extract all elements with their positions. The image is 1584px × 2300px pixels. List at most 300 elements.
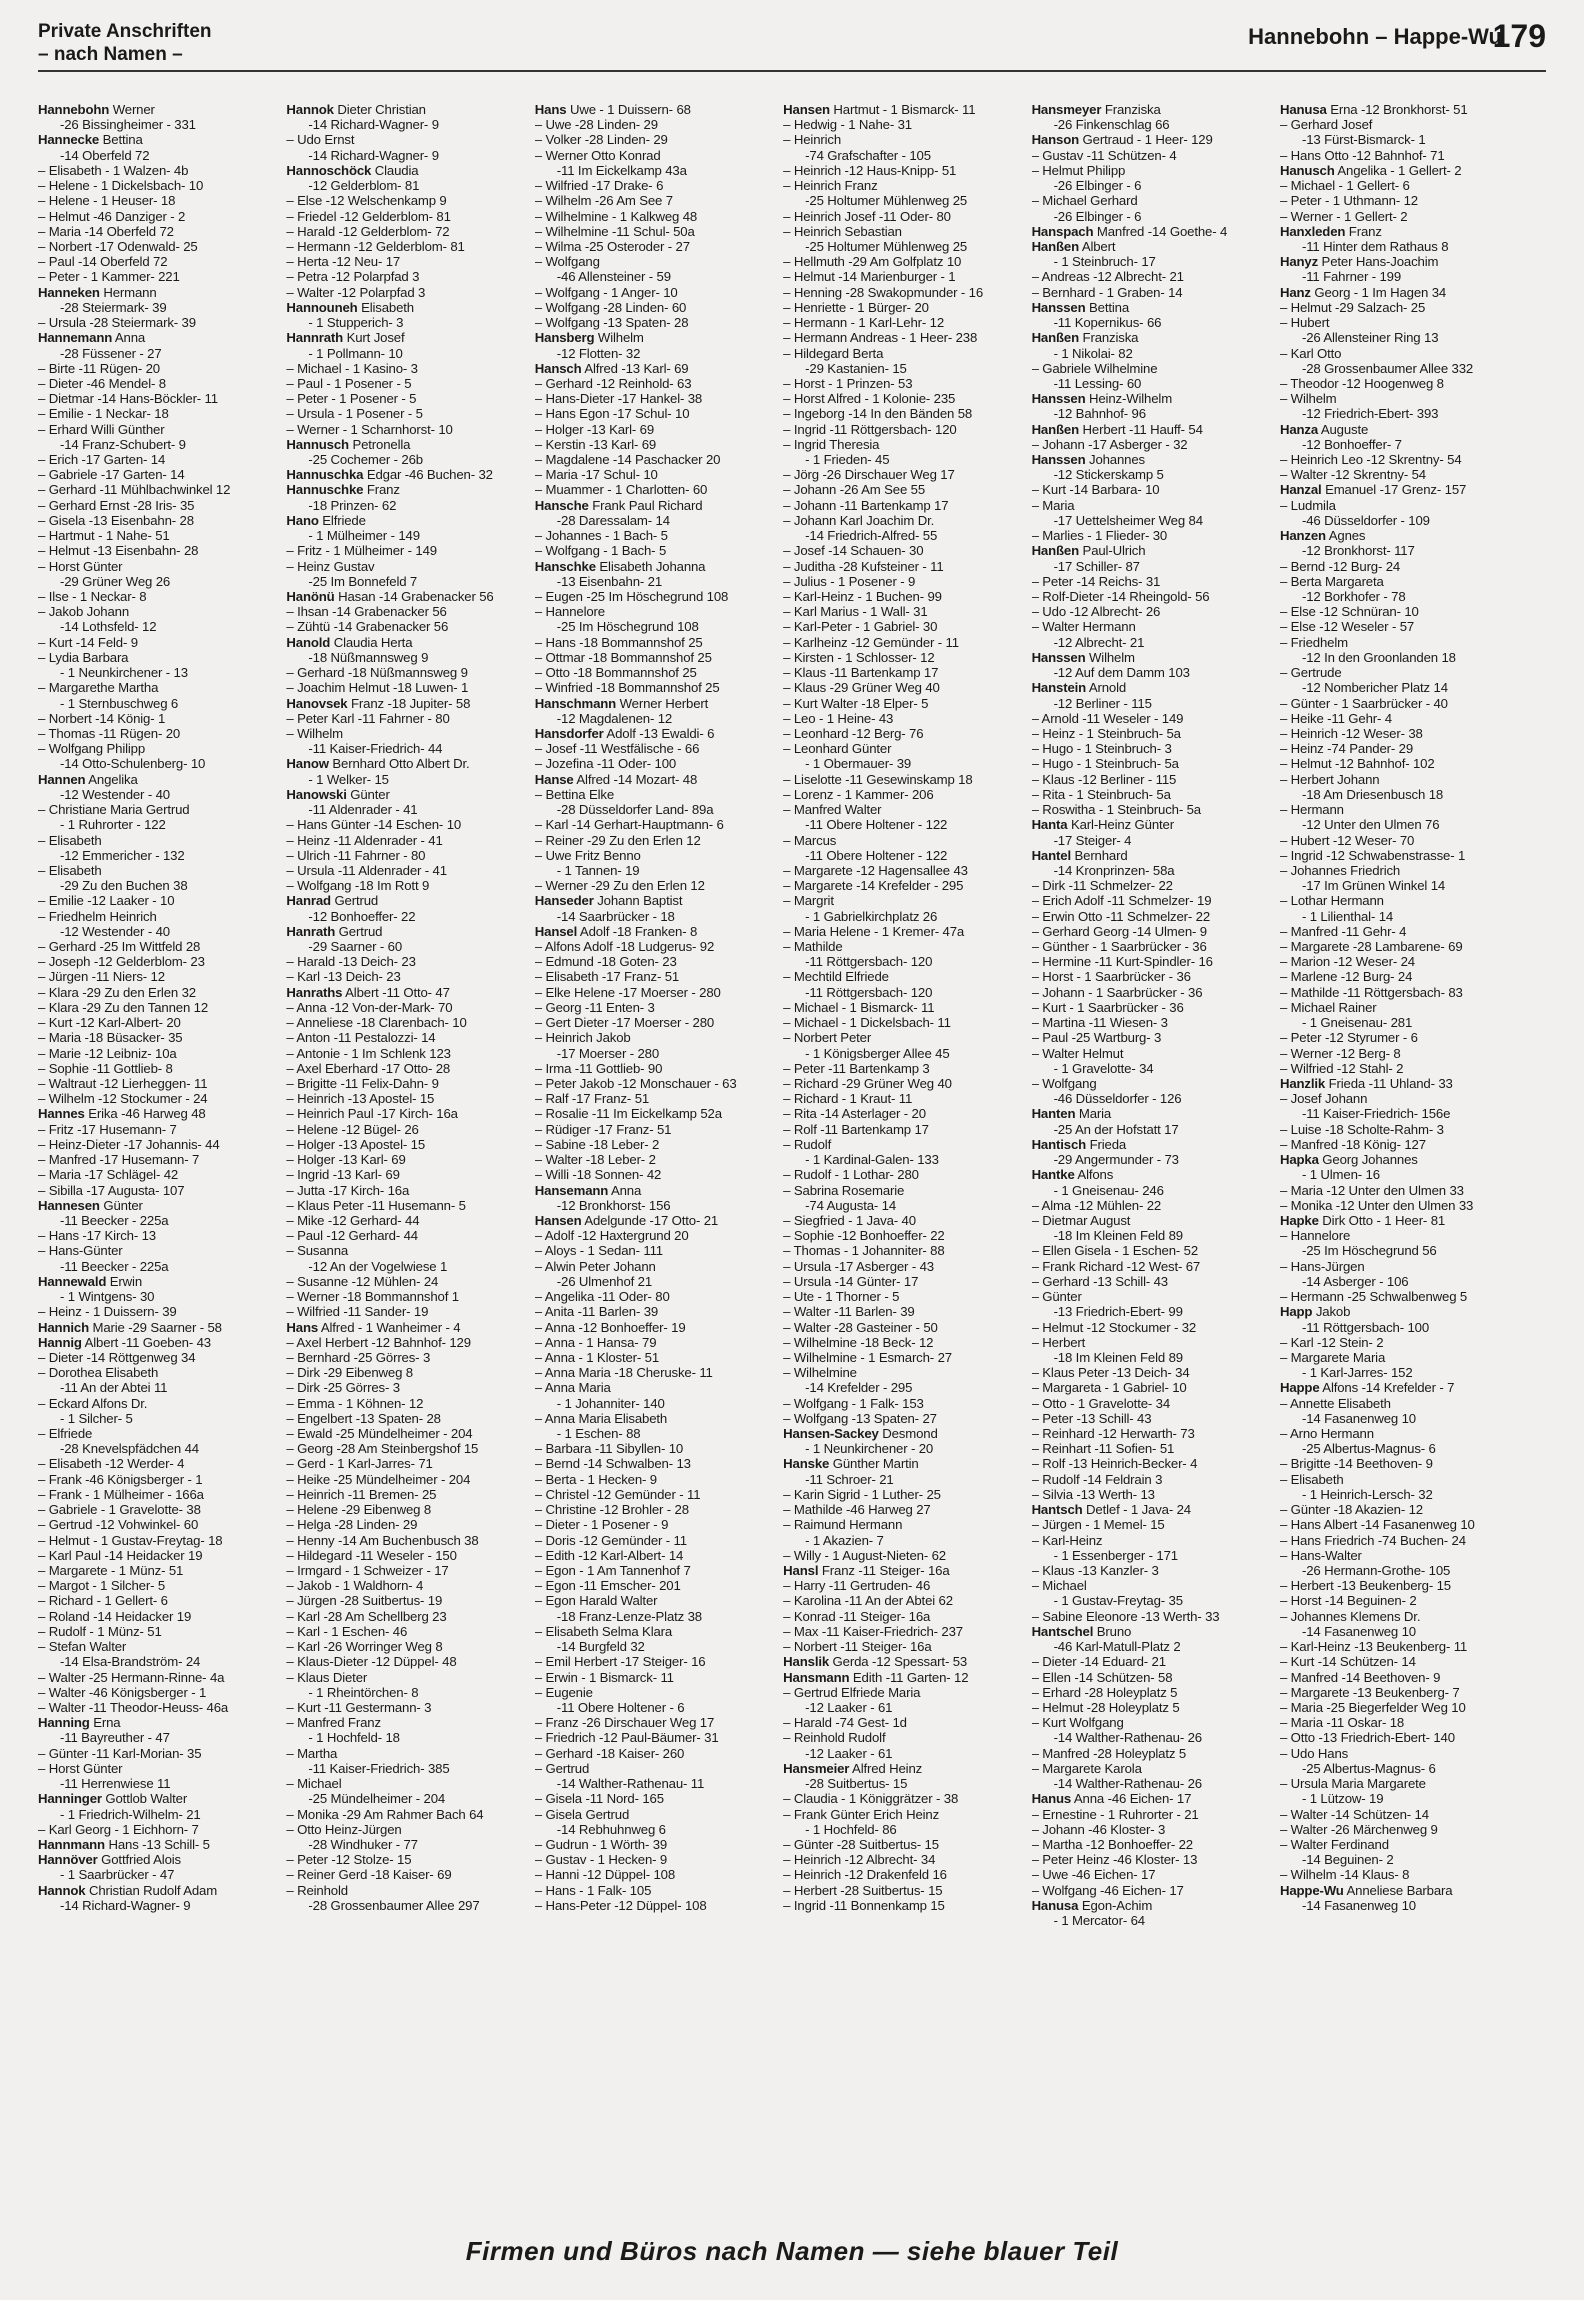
given-name-entry: – Ursula -14 Günter- 17	[783, 1274, 1028, 1289]
given-name-entry: – Erich Adolf -11 Schmelzer- 19	[1032, 893, 1277, 908]
given-name-entry: – Karl -12 Stein- 2	[1280, 1335, 1525, 1350]
given-name-entry: – Reinhart -11 Sofien- 51	[1032, 1441, 1277, 1456]
given-name-entry: – Jürgen - 1 Memel- 15	[1032, 1517, 1277, 1532]
surname: Hanson	[1031, 132, 1080, 148]
surname-entry: Hannrath Kurt Josef	[286, 330, 405, 346]
given-name-entry: – Frank -46 Königsberger - 1	[38, 1472, 283, 1487]
address-continuation: - 1 Ulmen- 16	[1301, 1167, 1380, 1183]
surname-entry: Hanssen Wilhelm	[1031, 649, 1135, 665]
given-name-entry: – Gerhard Josef	[1280, 117, 1525, 132]
given-name-entry: – Wilhelmine - 1 Esmarch- 27	[783, 1350, 1028, 1365]
surname: Happe-Wu	[1279, 1882, 1344, 1898]
given-name-entry: – Anna Maria Elisabeth	[535, 1411, 780, 1426]
given-name-entry: – Rudolf -14 Feldrain 3	[1032, 1472, 1277, 1487]
address-continuation: -28 Windhuker - 77	[308, 1836, 418, 1852]
given-name-entry: – Anna -12 Bonhoeffer- 19	[535, 1320, 780, 1335]
given-name-entry: – Walter Hermann	[1032, 619, 1277, 634]
header-rule	[38, 70, 1546, 72]
surname-entry: Hansche Frank Paul Richard	[534, 497, 703, 513]
given-name-entry: – Walter -28 Gasteiner - 50	[783, 1320, 1028, 1335]
address-continuation: -14 Beguinen- 2	[1301, 1852, 1394, 1868]
given-name-entry: – Johannes - 1 Bach- 5	[535, 528, 780, 543]
given-name-entry: – Gertrude	[1280, 665, 1525, 680]
given-name-entry: – Henriette - 1 Bürger- 20	[783, 300, 1028, 315]
given-name-entry: – Elisabeth	[1280, 1472, 1525, 1487]
given-name-entry: – Roland -14 Heidacker 19	[38, 1609, 283, 1624]
address-continuation: -46 Karl-Matull-Platz 2	[1053, 1639, 1181, 1655]
given-name-entry: – Hermann -12 Gelderblom- 81	[286, 239, 531, 254]
surname: Hanßen	[1031, 421, 1080, 437]
given-name-entry: – Anna - 1 Kloster- 51	[535, 1350, 780, 1365]
given-name-entry: – Hubert -12 Weser- 70	[1280, 833, 1525, 848]
given-name-entry: – Gerhard -11 Mühlbachwinkel 12	[38, 482, 283, 497]
surname-entry: Hannen Angelika	[38, 771, 138, 787]
given-name-entry: – Walter -11 Barlen- 39	[783, 1304, 1028, 1319]
given-name-entry: – Heinz -74 Pander- 29	[1280, 741, 1525, 756]
given-name-entry: – Wilhelmine	[783, 1365, 1028, 1380]
given-name-entry: – Walter Ferdinand	[1280, 1837, 1525, 1852]
given-name-entry: – Gertrud	[535, 1761, 780, 1776]
given-name-entry: – Margarete Karola	[1032, 1761, 1277, 1776]
given-name-entry: – Hartmut - 1 Nahe- 51	[38, 528, 283, 543]
given-name-entry: – Josef -11 Westfälische - 66	[535, 741, 780, 756]
address-continuation: - 1 Frieden- 45	[805, 452, 890, 468]
address-continuation: -14 Richard-Wagner- 9	[308, 117, 439, 133]
given-name-entry: – Bernd -12 Burg- 24	[1280, 559, 1525, 574]
surname-entry: Hantisch Frieda	[1031, 1136, 1127, 1152]
given-name-entry: – Karl-Heinz	[1032, 1533, 1277, 1548]
address-continuation: -14 Rebhuhnweg 6	[556, 1821, 666, 1837]
address-continuation: - 1 Eschen- 88	[556, 1426, 641, 1442]
given-name-entry: – Hans Otto -12 Bahnhof- 71	[1280, 148, 1525, 163]
given-name-entry: – Hugo - 1 Steinbruch- 5a	[1032, 756, 1277, 771]
given-name-entry: – Günther - 1 Saarbrücker - 36	[1032, 939, 1277, 954]
given-name-entry: – Susanne -12 Mühlen- 24	[286, 1274, 531, 1289]
given-name-entry: – Luise -18 Scholte-Rahm- 3	[1280, 1122, 1525, 1137]
surname-entry: Hanninger Gottlob Walter	[38, 1791, 188, 1807]
given-name-entry: – Klara -29 Zu den Erlen 32	[38, 985, 283, 1000]
given-name-entry: – Klaus -11 Bartenkamp 17	[783, 665, 1028, 680]
given-name-entry: – Ellen Gisela - 1 Eschen- 52	[1032, 1243, 1277, 1258]
given-name-entry: – Eckard Alfons Dr.	[38, 1396, 283, 1411]
given-name-entry: – Johann -26 Am See 55	[783, 482, 1028, 497]
given-name-entry: – Irma -11 Gottlieb- 90	[535, 1061, 780, 1076]
given-name-entry: – Berta - 1 Hecken- 9	[535, 1472, 780, 1487]
surname: Hannebohn	[38, 102, 110, 117]
given-name-entry: – Wilfried -17 Drake- 6	[535, 178, 780, 193]
given-name-entry: – Rolf-Dieter -14 Rheingold- 56	[1032, 589, 1277, 604]
surname-entry: Hanßen Albert	[1031, 238, 1116, 254]
given-name-entry: – Paul -25 Wartburg- 3	[1032, 1030, 1277, 1045]
given-name-entry: – Elisabeth	[38, 833, 283, 848]
surname-entry: Hanyz Peter Hans-Joachim	[1279, 254, 1439, 270]
given-name-entry: – Helmut -29 Salzach- 25	[1280, 300, 1525, 315]
given-name-entry: – Hanni -12 Düppel- 108	[535, 1867, 780, 1882]
address-continuation: -11 Beecker - 225a	[60, 1212, 169, 1228]
surname-entry: Hanssen Heinz-Wilhelm	[1031, 391, 1173, 407]
given-name-entry: – Klara -29 Zu den Tannen 12	[38, 1000, 283, 1015]
surname: Hansdorfer	[534, 725, 604, 741]
address-continuation: -74 Grafschafter - 105	[805, 147, 931, 163]
surname-entry: Hanschmann Werner Herbert	[534, 695, 709, 711]
given-name-entry: – Manfred -18 König- 127	[1280, 1137, 1525, 1152]
surname-entry: Hanning Erna	[38, 1715, 121, 1731]
given-name-entry: – Karl -26 Worringer Weg 8	[286, 1639, 531, 1654]
surname-entry: Hannoschöck Claudia	[286, 162, 419, 178]
given-name-entry: – Otto - 1 Gravelotte- 34	[1032, 1396, 1277, 1411]
given-name-entry: – Hedwig - 1 Nahe- 31	[783, 117, 1028, 132]
given-name-entry: – Egon - 1 Am Tannenhof 7	[535, 1563, 780, 1578]
address-continuation: -12 Albrecht- 21	[1053, 634, 1145, 650]
surname-entry: Happe-Wu Anneliese Barbara	[1279, 1882, 1453, 1898]
given-name-entry: – Franz -26 Dirschauer Weg 17	[535, 1715, 780, 1730]
address-continuation: -12 Stickerskamp 5	[1053, 467, 1164, 483]
address-continuation: -25 Holtumer Mühlenweg 25	[805, 193, 968, 209]
address-continuation: - 1 Mercator- 64	[1053, 1913, 1145, 1929]
given-name-entry: – Hans-Jürgen	[1280, 1259, 1525, 1274]
address-continuation: -14 Burgfeld 32	[556, 1639, 645, 1655]
given-name-entry: – Gabriele -17 Garten- 14	[38, 467, 283, 482]
given-name-entry: – Günter -18 Akazien- 12	[1280, 1502, 1525, 1517]
address-continuation: - 1 Gravelotte- 34	[1053, 1060, 1154, 1076]
given-name-entry: – Emil Herbert -17 Steiger- 16	[535, 1654, 780, 1669]
address-continuation: - 1 Obermauer- 39	[805, 756, 912, 772]
address-continuation: -11 Kaiser-Friedrich- 44	[308, 741, 443, 757]
address-continuation: -13 Eisenbahn- 21	[556, 573, 663, 589]
given-name-entry: – Karl-Peter - 1 Gabriel- 30	[783, 619, 1028, 634]
given-name-entry: – Paul -12 Gerhard- 44	[286, 1228, 531, 1243]
surname-entry: Hanovsek Franz -18 Jupiter- 58	[286, 695, 471, 711]
address-continuation: -12 Auf dem Damm 103	[1053, 665, 1190, 681]
given-name-entry: – Wilhelm	[286, 726, 531, 741]
given-name-entry: – Hans-Dieter -17 Hankel- 38	[535, 391, 780, 406]
given-name-entry: – Dirk -29 Eibenweg 8	[286, 1365, 531, 1380]
given-name-entry: – Alfons Adolf -18 Ludgerus- 92	[535, 939, 780, 954]
given-name-entry: – Hans-Peter -12 Düppel- 108	[535, 1898, 780, 1913]
address-continuation: - 1 Ruhrorter - 122	[60, 817, 166, 833]
address-continuation: - 1 Nikolai- 82	[1053, 345, 1133, 361]
surname-entry: Hanschke Elisabeth Johanna	[534, 558, 706, 574]
given-name-entry: – Norbert -17 Odenwald- 25	[38, 239, 283, 254]
surname-entry: Hanseder Johann Baptist	[534, 893, 683, 909]
surname: Hansen-Sackey	[783, 1426, 879, 1442]
surname: Hanten	[1031, 1106, 1076, 1122]
given-name-entry: – Heinrich Sebastian	[783, 224, 1028, 239]
address-continuation: -11 Kaiser-Friedrich- 385	[308, 1760, 450, 1776]
given-name-entry: – Kerstin -13 Karl- 69	[535, 437, 780, 452]
address-continuation: - 1 Mülheimer - 149	[308, 528, 420, 544]
given-name-entry: – Kurt -14 Schützen- 14	[1280, 1654, 1525, 1669]
surname: Hanssen	[1031, 391, 1086, 407]
given-name-entry: – Kurt Walter -18 Elper- 5	[783, 696, 1028, 711]
given-name-entry: – Gerhard Georg -14 Ulmen- 9	[1032, 924, 1277, 939]
given-name-entry: – Werner -29 Zu den Erlen 12	[535, 878, 780, 893]
given-name-entry: – Ursula -17 Asberger - 43	[783, 1259, 1028, 1274]
given-name-entry: – Alwin Peter Johann	[535, 1259, 780, 1274]
given-name-entry: – Bernd -14 Schwalben- 13	[535, 1456, 780, 1471]
address-continuation: -11 Kaiser-Friedrich- 156e	[1301, 1106, 1451, 1122]
address-continuation: -12 Bahnhof- 96	[1053, 406, 1146, 422]
given-name-entry: – Dirk -25 Görres- 3	[286, 1380, 531, 1395]
address-continuation: -26 Allensteiner Ring 13	[1301, 330, 1439, 346]
given-name-entry: – Klaus -13 Kanzler- 3	[1032, 1563, 1277, 1578]
surname: Hannesen	[38, 1197, 100, 1213]
given-name-entry: – Klaus Dieter	[286, 1670, 531, 1685]
given-name-entry: – Werner Otto Konrad	[535, 148, 780, 163]
given-name-entry: – Wolfgang -13 Spaten- 28	[535, 315, 780, 330]
given-name-entry: – Margarethe Martha	[38, 680, 283, 695]
address-continuation: - 1 Johanniter- 140	[556, 1395, 665, 1411]
surname: Hapke	[1279, 1212, 1319, 1228]
given-name-entry: – Margot - 1 Silcher- 5	[38, 1578, 283, 1593]
surname-entry: Hanspach Manfred -14 Goethe- 4	[1031, 223, 1228, 239]
given-name-entry: – Helga -28 Linden- 29	[286, 1517, 531, 1532]
given-name-entry: – Frank Richard -12 West- 67	[1032, 1259, 1277, 1274]
given-name-entry: – Heinrich Franz	[783, 178, 1028, 193]
given-name-entry: – Hans Egon -17 Schul- 10	[535, 406, 780, 421]
given-name-entry: – Karl Otto	[1280, 346, 1525, 361]
given-name-entry: – Friedel -12 Gelderblom- 81	[286, 209, 531, 224]
given-name-entry: – Gisela -13 Eisenbahn- 28	[38, 513, 283, 528]
given-name-entry: – Walter -46 Königsberger - 1	[38, 1685, 283, 1700]
address-continuation: -12 Flotten- 32	[556, 345, 641, 361]
given-name-entry: – Uwe -46 Eichen- 17	[1032, 1867, 1277, 1882]
listing-column	[783, 102, 1030, 2192]
surname: Hannrath	[286, 330, 344, 346]
given-name-entry: – Theodor -12 Hoogenweg 8	[1280, 376, 1525, 391]
surname-entry: Hansemann Anna	[534, 1182, 642, 1198]
given-name-entry: – Doris -12 Gemünder - 11	[535, 1533, 780, 1548]
surname: Hannmann	[38, 1836, 105, 1852]
address-continuation: -12 Gelderblom- 81	[308, 178, 420, 194]
surname: Hanzlik	[1279, 1076, 1326, 1091]
given-name-entry: – Wilhelmine -18 Beck- 12	[783, 1335, 1028, 1350]
surname: Hanz	[1279, 284, 1311, 300]
given-name-entry: – Gisela Gertrud	[535, 1807, 780, 1822]
given-name-entry: – Sabine Eleonore -13 Werth- 33	[1032, 1609, 1277, 1624]
address-continuation: - 1 Gneisenau- 246	[1053, 1182, 1164, 1198]
given-name-entry: – Heinrich -12 Weser- 38	[1280, 726, 1525, 741]
surname: Hannewald	[38, 1273, 107, 1289]
given-name-entry: – Axel Herbert -12 Bahnhof- 129	[286, 1335, 531, 1350]
given-name-entry: – Dieter -46 Mendel- 8	[38, 376, 283, 391]
given-name-entry: – Dieter -14 Eduard- 21	[1032, 1654, 1277, 1669]
given-name-entry: – Karlheinz -12 Gemünder - 11	[783, 635, 1028, 650]
given-name-entry: – Horst Alfred - 1 Kolonie- 235	[783, 391, 1028, 406]
address-continuation: - 1 Friedrich-Wilhelm- 21	[60, 1806, 201, 1822]
given-name-entry: – Hildegard Berta	[783, 346, 1028, 361]
given-name-entry: – Sibilla -17 Augusta- 107	[38, 1183, 283, 1198]
address-continuation: -14 Saarbrücker - 18	[556, 908, 675, 924]
surname: Hanssen	[1031, 452, 1086, 468]
surname: Hanßen	[1031, 543, 1080, 559]
surname-entry: Hanzen Agnes	[1279, 528, 1366, 544]
address-continuation: - 1 Steinbruch- 17	[1053, 254, 1156, 270]
address-continuation: -12 Unter den Ulmen 76	[1301, 817, 1440, 833]
given-name-entry: – Peter - 1 Kammer- 221	[38, 269, 283, 284]
given-name-entry: – Karl Paul -14 Heidacker 19	[38, 1548, 283, 1563]
address-continuation: - 1 Neunkirchener - 20	[805, 1441, 934, 1457]
address-continuation: - 1 Kardinal-Galen- 133	[805, 1152, 939, 1168]
surname-entry: Hantschel Bruno	[1031, 1623, 1132, 1639]
given-name-entry: – Dietmar August	[1032, 1213, 1277, 1228]
given-name-entry: – Adolf -12 Haxtergrund 20	[535, 1228, 780, 1243]
given-name-entry: – Hermann -25 Schwalbenweg 5	[1280, 1289, 1525, 1304]
given-name-entry: – Helmut -12 Bahnhof- 102	[1280, 756, 1525, 771]
given-name-entry: – Michael - 1 Dickelsbach- 11	[783, 1015, 1028, 1030]
given-name-entry: – Michael - 1 Gellert- 6	[1280, 178, 1525, 193]
address-continuation: -29 Zu den Buchen 38	[60, 878, 188, 894]
address-continuation: -11 Hinter dem Rathaus 8	[1301, 238, 1449, 254]
address-continuation: -12 Bronkhorst- 156	[556, 1197, 671, 1213]
section-line-2: – nach Namen –	[38, 44, 183, 65]
given-name-entry: – Reiner -29 Zu den Erlen 12	[535, 833, 780, 848]
surname-entry: Hannöver Gottfried Alois	[38, 1852, 181, 1868]
given-name-entry: – Wilfried -12 Stahl- 2	[1280, 1061, 1525, 1076]
given-name-entry: – Walter -25 Hermann-Rinne- 4a	[38, 1670, 283, 1685]
address-continuation: -11 Im Eickelkamp 43a	[556, 162, 687, 178]
given-name-entry: – Helmut Philipp	[1032, 163, 1277, 178]
given-name-entry: – Ingrid -13 Karl- 69	[286, 1167, 531, 1182]
given-name-entry: – Ursula - 1 Posener - 5	[286, 406, 531, 421]
given-name-entry: – Georg -28 Am Steinbergshof 15	[286, 1441, 531, 1456]
address-continuation: -11 Schroer- 21	[805, 1471, 894, 1487]
surname-entry: Hans Alfred - 1 Wanheimer - 4	[286, 1319, 461, 1335]
given-name-entry: – Kurt - 1 Saarbrücker - 36	[1032, 1000, 1277, 1015]
surname: Hannemann	[38, 330, 113, 346]
given-name-entry: – Arno Hermann	[1280, 1426, 1525, 1441]
given-name-entry: – Otto -13 Friedrich-Ebert- 140	[1280, 1730, 1525, 1745]
given-name-entry: – Anita -11 Barlen- 39	[535, 1304, 780, 1319]
address-continuation: -11 Aldenrader - 41	[308, 802, 418, 818]
surname: Hanowski	[286, 786, 347, 802]
address-continuation: -18 Am Driesenbusch 18	[1301, 786, 1444, 802]
given-name-entry: – Heinrich Josef -11 Oder- 80	[783, 209, 1028, 224]
given-name-entry: – Monika -12 Unter den Ulmen 33	[1280, 1198, 1525, 1213]
given-name-entry: – Helene - 1 Heuser- 18	[38, 193, 283, 208]
surname-entry: Hansen-Sackey Desmond	[783, 1426, 938, 1442]
given-name-entry: – Udo Hans	[1280, 1746, 1525, 1761]
given-name-entry: – Ernestine - 1 Ruhrorter - 21	[1032, 1807, 1277, 1822]
given-name-entry: – Wilhelm -26 Am See 7	[535, 193, 780, 208]
surname-entry: Hannebohn Werner	[38, 102, 155, 117]
address-continuation: -28 Daressalam- 14	[556, 512, 670, 528]
address-continuation: -18 Nüßmannsweg 9	[308, 649, 429, 665]
given-name-entry: – Josef -14 Schauen- 30	[783, 543, 1028, 558]
given-name-entry: – Klaus-Dieter -12 Düppel- 48	[286, 1654, 531, 1669]
surname: Hans	[534, 102, 567, 117]
surname: Hapka	[1279, 1152, 1319, 1168]
address-continuation: -14 Elsa-Brandström- 24	[60, 1654, 201, 1670]
address-continuation: -11 Obere Holtener - 122	[805, 817, 948, 833]
surname-entry: Hanßen Herbert -11 Hauff- 54	[1031, 421, 1203, 437]
given-name-entry: – Erhard Willi Günther	[38, 422, 283, 437]
given-name-entry: – Wilhelm	[1280, 391, 1525, 406]
address-continuation: -28 Knevelspfädchen 44	[60, 1441, 199, 1457]
given-name-entry: – Gerhard -12 Reinhold- 63	[535, 376, 780, 391]
given-name-entry: – Willy - 1 August-Nieten- 62	[783, 1548, 1028, 1563]
given-name-entry: – Hellmuth -29 Am Golfplatz 10	[783, 254, 1028, 269]
surname: Hanneken	[38, 284, 100, 300]
address-continuation: - 1 Welker- 15	[308, 771, 389, 787]
given-name-entry: – Friedhelm Heinrich	[38, 909, 283, 924]
surname: Hannig	[38, 1334, 82, 1350]
given-name-entry: – Günter	[1032, 1289, 1277, 1304]
address-continuation: -26 Ulmenhof 21	[556, 1273, 653, 1289]
given-name-entry: – Klaus Peter -11 Husemann- 5	[286, 1198, 531, 1213]
given-name-entry: – Aloys - 1 Sedan- 111	[535, 1243, 780, 1258]
given-name-entry: – Helene -29 Eibenweg 8	[286, 1502, 531, 1517]
given-name-entry: – Wilhelmine -11 Schul- 50a	[535, 224, 780, 239]
given-name-entry: – Joseph -12 Gelderblom- 23	[38, 954, 283, 969]
given-name-entry: – Werner -12 Berg- 8	[1280, 1046, 1525, 1061]
address-continuation: -11 Herrenwiese 11	[60, 1776, 171, 1792]
given-name-entry: – Anneliese -18 Clarenbach- 10	[286, 1015, 531, 1030]
given-name-entry: – Karl - 1 Eschen- 46	[286, 1624, 531, 1639]
surname: Hans	[286, 1319, 319, 1335]
given-name-entry: – Klaus -12 Berliner - 115	[1032, 772, 1277, 787]
given-name-entry: – Rosalie -11 Im Eickelkamp 52a	[535, 1106, 780, 1121]
surname-entry: Hannig Albert -11 Goeben- 43	[38, 1334, 211, 1350]
surname-entry: Hantsch Detlef - 1 Java- 24	[1031, 1502, 1191, 1518]
given-name-entry: – Kurt -14 Barbara- 10	[1032, 482, 1277, 497]
surname-entry: Happe Alfons -14 Krefelder - 7	[1279, 1380, 1455, 1396]
given-name-entry: – Karl -13 Deich- 23	[286, 969, 531, 984]
given-name-entry: – Else -12 Welschenkamp 9	[286, 193, 531, 208]
given-name-entry: – Udo Ernst	[286, 132, 531, 147]
given-name-entry: – Johann - 1 Saarbrücker - 36	[1032, 985, 1277, 1000]
given-name-entry: – Hans -17 Kirch- 13	[38, 1228, 283, 1243]
given-name-entry: – Kirsten - 1 Schlosser- 12	[783, 650, 1028, 665]
given-name-entry: – Magdalene -14 Paschacker 20	[535, 452, 780, 467]
surname: Hansemann	[534, 1182, 609, 1198]
surname-entry: Hansch Alfred -13 Karl- 69	[534, 360, 689, 376]
given-name-entry: – Peter - 1 Uthmann- 12	[1280, 193, 1525, 208]
address-continuation: -28 Suitbertus- 15	[805, 1776, 908, 1792]
surname: Hanza	[1279, 421, 1319, 437]
page-number: 179	[1492, 18, 1546, 54]
given-name-entry: – Wilhelm -12 Stockumer - 24	[38, 1091, 283, 1106]
surname-entry: Hannuschke Franz	[286, 482, 400, 498]
given-name-entry: – Friedhelm	[1280, 635, 1525, 650]
address-continuation: -25 Albertus-Magnus- 6	[1301, 1760, 1436, 1776]
given-name-entry: – Walter -14 Schützen- 14	[1280, 1807, 1525, 1822]
surname: Hanse	[534, 771, 574, 787]
address-continuation: - 1 Essenberger - 171	[1053, 1547, 1178, 1563]
surname: Happ	[1279, 1304, 1313, 1320]
given-name-entry: – Klaus Peter -13 Deich- 34	[1032, 1365, 1277, 1380]
surname: Hansche	[534, 497, 589, 513]
given-name-entry: – Ludmila	[1280, 498, 1525, 513]
given-name-entry: – Karl-Heinz - 1 Buchen- 99	[783, 589, 1028, 604]
address-continuation: -11 Fahrner - 199	[1301, 269, 1402, 285]
address-continuation: - 1 Lützow- 19	[1301, 1791, 1384, 1807]
given-name-entry: – Walter -12 Skrentny- 54	[1280, 467, 1525, 482]
surname-entry: Hanssen Bettina	[1031, 299, 1130, 315]
surname-entry: Hano Elfriede	[286, 512, 366, 528]
given-name-entry: – Berta Margareta	[1280, 574, 1525, 589]
given-name-entry: – Peter -12 Stolze- 15	[286, 1852, 531, 1867]
surname-entry: Hanow Bernhard Otto Albert Dr.	[286, 756, 470, 772]
given-name-entry: – Rüdiger -17 Franz- 51	[535, 1122, 780, 1137]
given-name-entry: – Brigitte -11 Felix-Dahn- 9	[286, 1076, 531, 1091]
given-name-entry: – Heinrich -12 Drakenfeld 16	[783, 1867, 1028, 1882]
address-continuation: -12 Bronkhorst- 117	[1301, 543, 1415, 559]
given-name-entry: – Lorenz - 1 Kammer- 206	[783, 787, 1028, 802]
given-name-entry: – Thomas -11 Rügen- 20	[38, 726, 283, 741]
given-name-entry: – Hans Friedrich -74 Buchen- 24	[1280, 1533, 1525, 1548]
given-name-entry: – Barbara -11 Sibyllen- 10	[535, 1441, 780, 1456]
